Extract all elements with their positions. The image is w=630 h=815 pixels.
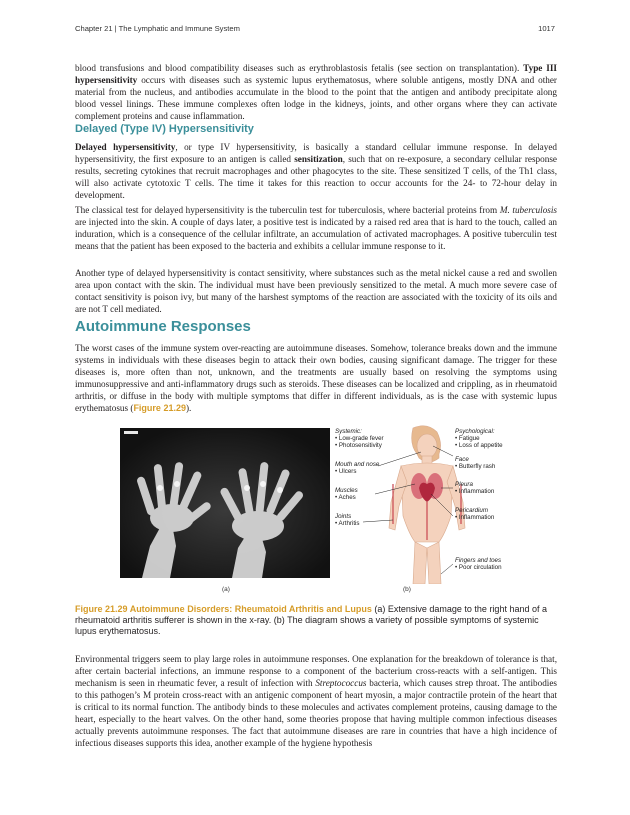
caption-text: (a) Extensive damage to the right hand of a rheumatoid arthritis sufferer is shown in the x-ray. (b) The diagram shows a variety of possible symptoms of systemic lupus erythematosus. bbox=[75, 604, 547, 636]
paragraph-environmental: Environmental triggers seem to play large roles in autoimmune responses. One explanation for the breakdown of tolerance is that, after certain bacterial infections, an immune response to a component of the bacterium cross-reacts with a self-antigen. This mechanism is seen in rheumatic fever, a result of infection with Streptococcus bacteria, which causes strep throat. The antibodies to this pathogen’s M protein cross-react with an antigenic component of heart myosin, a major contractile protein of the heart that is critical to its normal function. The antibody binds to these molecules and activates complement proteins, causing damage to the heart, especially to the heart valves. On the other hand, some theories propose that having multiple common infectious diseases actually prevents autoimmune responses. The fact that autoimmune diseases are rare in countries that have a high incidence of infectious diseases supports this idea, another example of the hygiene hypothesis bbox=[75, 654, 558, 748]
label-psych: Psychological: bbox=[455, 428, 495, 435]
label-joints-arthritis: • Arthritis bbox=[335, 520, 360, 527]
paragraph-type3: blood transfusions and blood compatibility diseases such as erythroblastosis fetalis (see section on transplantation). Type III hypersensitivity occurs with diseases such as systemic lupus erythematosus, where soluble antigens, mostly DNA and other material from the nucleus, and antibodies accumulate in the blood to the point that the antigen and antibody precipitate along blood vessel linings. These immune complexes often lodge in the kidneys, joints, and other organs where they can activate complement proteins and cause inflammation. bbox=[75, 63, 557, 121]
label-muscles-aches: • Aches bbox=[335, 494, 356, 501]
label-pleura-inflam: • Inflammation bbox=[455, 488, 495, 495]
running-header: Chapter 21 | The Lymphatic and Immune System bbox=[75, 24, 240, 33]
lupus-symptom-diagram bbox=[333, 424, 511, 584]
xray-hands-illustration bbox=[120, 428, 330, 578]
label-psych-appetite: • Loss of appetite bbox=[455, 442, 503, 449]
xray-image bbox=[120, 428, 330, 578]
label-psych-fatigue: • Fatigue bbox=[455, 435, 480, 442]
label-face-rash: • Butterfly rash bbox=[455, 463, 496, 470]
heading-type4: Delayed (Type IV) Hypersensitivity bbox=[75, 123, 254, 135]
label-joints: Joints bbox=[335, 513, 352, 520]
figure-caption bbox=[75, 604, 557, 637]
label-face: Face bbox=[455, 456, 469, 463]
label-mouth: Mouth and nose bbox=[335, 461, 380, 468]
figure-link[interactable]: Figure 21.29 bbox=[133, 403, 186, 413]
label-muscles: Muscles bbox=[335, 487, 358, 494]
paragraph-tuberculin: The classical test for delayed hypersensitivity is the tuberculin test for tuberculosis, where bacterial proteins from M. tuberculosis are injected into the skin. A couple of days later, a positive test is indicated by a raised red area that is hard to the touch, called an induration, which is a consequence of the cellular infiltrate, an accumulation of activated macrophages. A positive tuberculin test means that the patient has been exposed to the bacteria and exhibits a cellular immune response to it. bbox=[75, 205, 557, 251]
label-fingers: Fingers and toes bbox=[455, 557, 502, 564]
label-pericardium: Pericardium bbox=[455, 507, 489, 514]
paragraph-contact: Another type of delayed hypersensitivity is contact sensitivity, where substances such as the metal nickel cause a red and swollen area upon contact with the skin. The individual must have been previously sensitized to the metal. A much more severe case of contact sensitivity is poison ivy, but many of the harshest symptoms of the reaction are associated with the toxicity of its oils and are not T cell mediated. bbox=[75, 268, 557, 314]
label-mouth-ulcers: • Ulcers bbox=[335, 468, 357, 475]
label-fingers-circulation: • Poor circulation bbox=[455, 564, 502, 571]
caption-title: Figure 21.29 Autoimmune Disorders: Rheumatoid Arthritis and Lupus bbox=[75, 604, 372, 614]
page-number: 1017 bbox=[538, 24, 555, 33]
label-systemic: Systemic: bbox=[335, 428, 362, 435]
paragraph-autoimmune: The worst cases of the immune system over-reacting are autoimmune diseases. Somehow, tolerance breaks down and the immune systems in individuals with these diseases begin to attack their own bodies, causing significant damage. The trigger for these diseases is, more often than not, unknown, and the treatments are usually based on resolving the symptoms using immunosuppressive and anti-inflammatory drugs such as steroids. These diseases can be localized and crippling, as in rheumatoid arthritis, or diffuse in the body with multiple symptoms that differ in different individuals, as is the case with systemic lupus erythematosus (Figure 21.29). bbox=[75, 343, 557, 413]
figure-label-a: (a) bbox=[222, 586, 230, 593]
figure-label-b: (b) bbox=[403, 586, 411, 593]
paragraph-delayed: Delayed hypersensitivity, or type IV hypersensitivity, is basically a standard cellular immune response. In delayed hypersensitivity, the first exposure to an antigen is called sensitization, such that on re-exposure, a secondary cellular response results, secreting cytokines that recruit macrophages and other phagocytes to the site. These sensitized T cells, of the Th1 class, will also activate cytotoxic T cells. The time it takes for this reaction to occur accounts for the 24- to 72-hour delay in development. bbox=[75, 142, 557, 200]
label-systemic-photo: • Photosensitivity bbox=[335, 442, 382, 449]
label-systemic-fever: • Low-grade fever bbox=[335, 435, 384, 442]
label-pleura: Pleura bbox=[455, 481, 473, 488]
label-pericardium-inflam: • Inflammation bbox=[455, 514, 495, 521]
heading-autoimmune: Autoimmune Responses bbox=[75, 318, 251, 335]
